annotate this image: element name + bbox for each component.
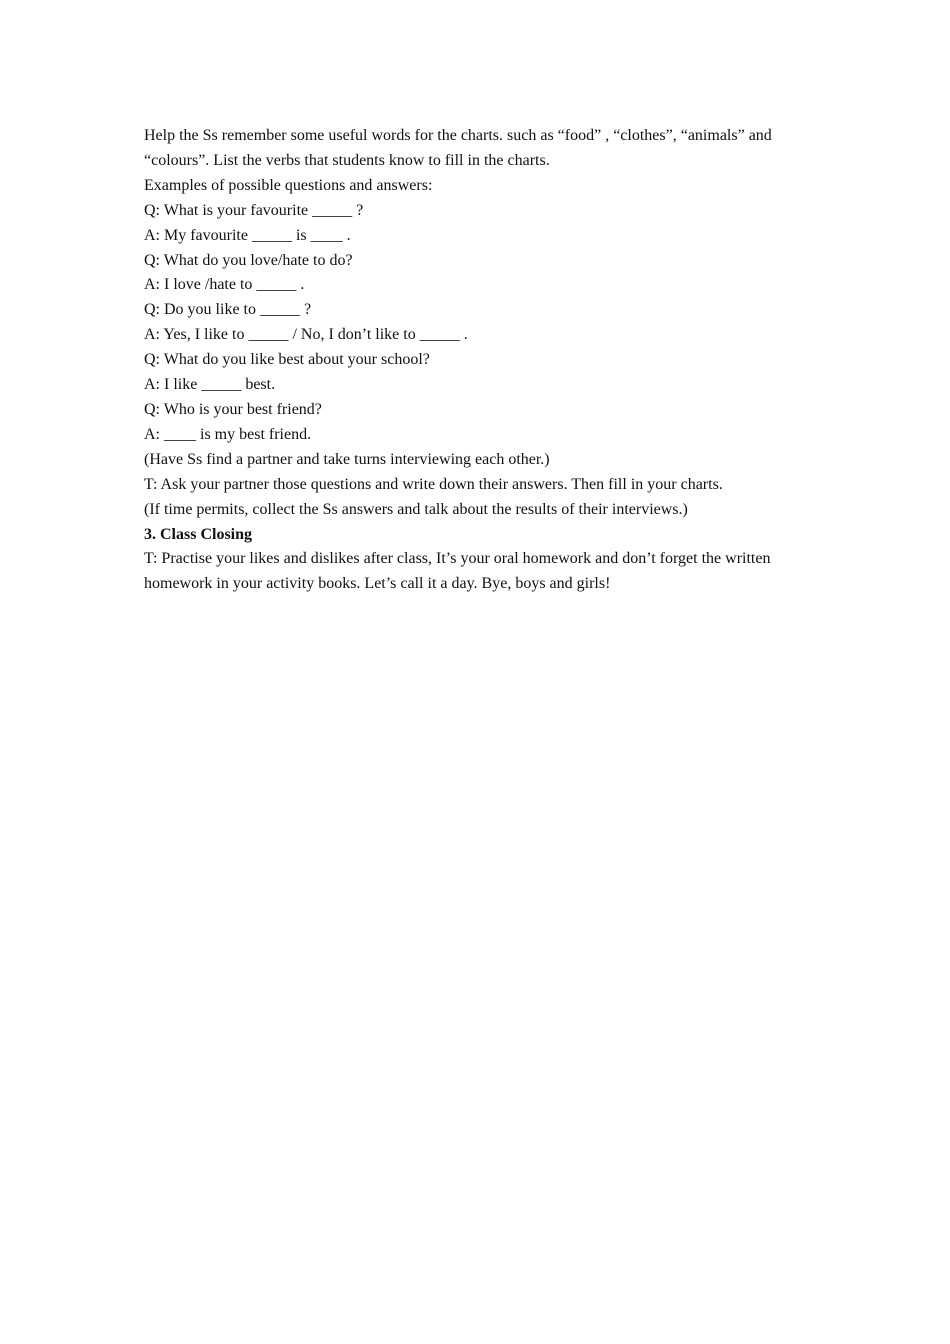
examples-heading: Examples of possible questions and answers: [144, 176, 433, 194]
qa-line: Q: What is your favourite _____ ? [144, 201, 364, 219]
qa-line: A: Yes, I like to _____ / No, I don’t like to _____ . [144, 326, 468, 344]
qa-line: Q: What do you like best about your school? [144, 351, 430, 369]
instruction-partner: (Have Ss find a partner and take turns interviewing each other.) [144, 450, 550, 468]
qa-line: A: ____ is my best friend. [144, 425, 312, 443]
qa-line: Q: Who is your best friend? [144, 400, 322, 418]
teacher-ask-line: T: Ask your partner those questions and write down their answers. Then fill in your charts. [144, 475, 723, 493]
section-heading: 3. Class Closing [144, 525, 253, 543]
qa-line: Q: What do you love/hate to do? [144, 251, 353, 269]
closing-paragraph: T: Practise your likes and dislikes after class, It’s your oral homework and don’t forget the written homework in your activity books. Let’s call it a day. Bye, boys and girls! [144, 550, 771, 593]
document-page [144, 124, 814, 597]
qa-line: Q: Do you like to _____ ? [144, 301, 312, 319]
qa-line: A: I like _____ best. [144, 376, 276, 394]
instruction-time: (If time permits, collect the Ss answers and talk about the results of their interviews.) [144, 500, 688, 518]
intro-paragraph: Help the Ss remember some useful words for the charts. such as “food” , “clothes”, “animals” and “colours”. List the verbs that students know to fill in the charts. [144, 127, 772, 169]
qa-line: A: My favourite _____ is ____ . [144, 226, 351, 244]
qa-line: A: I love /hate to _____ . [144, 276, 305, 294]
